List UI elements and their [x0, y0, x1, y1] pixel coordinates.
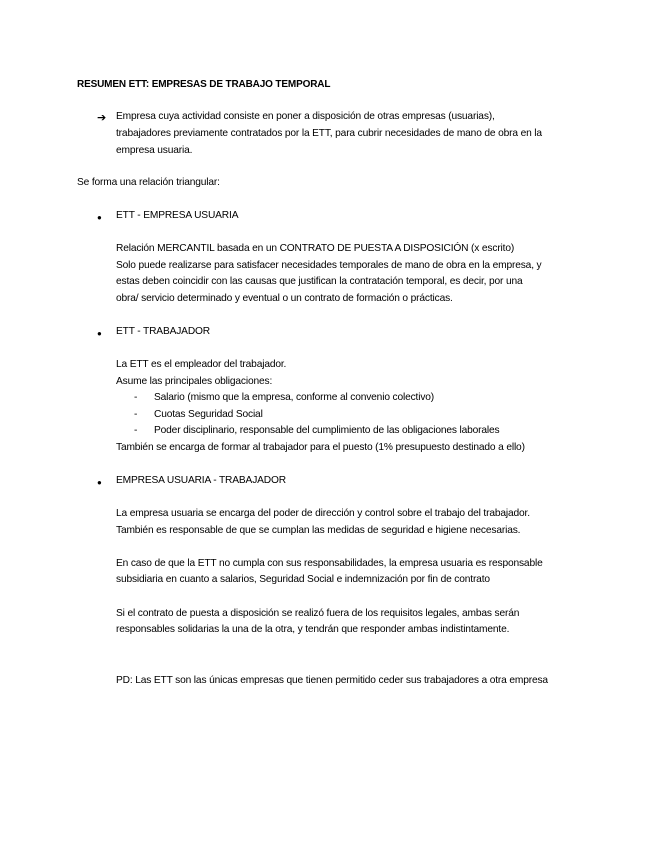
- intro-line: Empresa cuya actividad consiste en poner a disposición de otras empresas (usuarias),: [116, 111, 495, 122]
- section-line: La ETT es el empleador del trabajador.: [116, 359, 287, 370]
- intro-line: empresa usuaria.: [116, 145, 193, 156]
- obligation-item: Poder disciplinario, responsable del cumplimiento de las obligaciones laborales: [154, 425, 500, 436]
- bullet-icon: ●: [97, 478, 102, 487]
- section-line: obra/ servicio determinado y eventual o un contrato de formación o prácticas.: [116, 293, 453, 304]
- section-line: Si el contrato de puesta a disposición se realizó fuera de los requisitos legales, ambas serán: [116, 608, 520, 619]
- bullet-icon: ●: [97, 329, 102, 338]
- section-line: Solo puede realizarse para satisfacer necesidades temporales de mano de obra en la empresa, y: [116, 260, 542, 271]
- section-line: La empresa usuaria se encarga del poder de dirección y control sobre el trabajo del trabajador.: [116, 508, 530, 519]
- intro-line: trabajadores previamente contratados por la ETT, para cubrir necesidades de mano de obra en la: [116, 128, 542, 139]
- section-line: Asume las principales obligaciones:: [116, 376, 273, 387]
- section-line: Relación MERCANTIL basada en un CONTRATO DE PUESTA A DISPOSICIÓN (x escrito): [116, 243, 515, 254]
- section-line: estas deben coincidir con las causas que justifican la contratación temporal, es decir, por una: [116, 276, 523, 287]
- arrow-icon: ➔: [97, 112, 107, 124]
- section-heading-ett-trabajador: ETT - TRABAJADOR: [116, 326, 211, 337]
- relation-intro: Se forma una relación triangular:: [77, 177, 220, 188]
- dash-icon: -: [134, 425, 138, 436]
- section-line: También es responsable de que se cumplan las medidas de seguridad e higiene necesarias.: [116, 525, 521, 536]
- section-heading-empresa-usuaria-trabajador: EMPRESA USUARIA - TRABAJADOR: [116, 475, 286, 486]
- bullet-icon: ●: [97, 213, 102, 222]
- section-line: En caso de que la ETT no cumpla con sus responsabilidades, la empresa usuaria es responsable: [116, 558, 543, 569]
- postscript: PD: Las ETT son las únicas empresas que tienen permitido ceder sus trabajadores a otra empresa: [116, 675, 548, 686]
- dash-icon: -: [134, 409, 138, 420]
- section-line: subsidiaria en cuanto a salarios, Seguridad Social e indemnización por fin de contrato: [116, 574, 490, 585]
- obligation-item: Salario (mismo que la empresa, conforme al convenio colectivo): [154, 392, 435, 403]
- section-heading-ett-empresa-usuaria: ETT - EMPRESA USUARIA: [116, 210, 239, 221]
- section-line: responsables solidarias la una de la otra, y tendrán que responder ambas indistintamente.: [116, 624, 510, 635]
- dash-icon: -: [134, 392, 138, 403]
- section-line: También se encarga de formar al trabajador para el puesto (1% presupuesto destinado a ello): [116, 442, 525, 453]
- obligation-item: Cuotas Seguridad Social: [154, 409, 263, 420]
- document-title: RESUMEN ETT: EMPRESAS DE TRABAJO TEMPORAL: [77, 79, 331, 90]
